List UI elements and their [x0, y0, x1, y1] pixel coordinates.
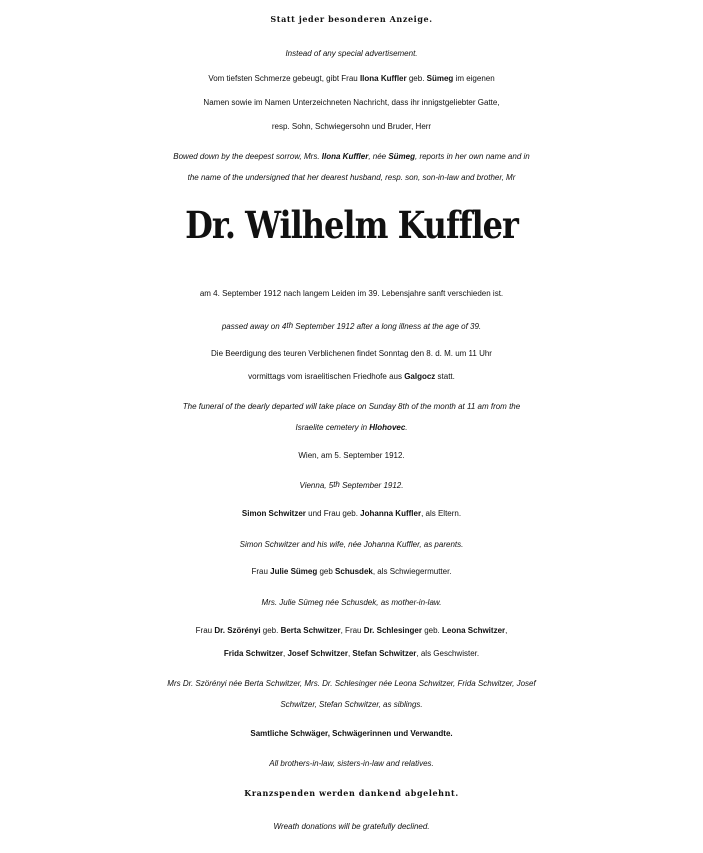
- ordinal-suffix: th: [286, 321, 294, 330]
- funeral-german-line-1: Die Beerdigung des teuren Verblichenen findet Sonntag den 8. d. M. um 11 Uhr: [211, 349, 492, 358]
- text-span: statt.: [435, 372, 455, 381]
- text-span: geb.: [260, 626, 281, 635]
- mother-in-law-maiden-name: Schusdek: [335, 567, 373, 576]
- sibling-name: Frida Schwitzer: [223, 649, 284, 658]
- place-date-german: Wien, am 5. September 1912.: [298, 451, 405, 460]
- text-span: Bowed down by the deepest sorrow, Mrs.: [173, 152, 322, 161]
- intro-german-line-2: Namen sowie im Namen Unterzeichneten Nachricht, dass ihr innigstgeliebter Gatte,: [203, 98, 500, 107]
- relatives-english: All brothers-in-law, sisters-in-law and relatives.: [269, 759, 434, 768]
- notice-heading-translation: Instead of any special advertisement.: [285, 49, 418, 58]
- sibling-name: Stefan Schwitzer: [352, 649, 417, 658]
- deceased-name: Dr. Wilhelm Kuffler: [185, 202, 518, 248]
- ordinal-suffix: th: [333, 480, 340, 489]
- text-span: September 1912 after a long illness at the age of 39.: [293, 322, 482, 331]
- text-span: ,: [283, 649, 288, 658]
- sibling-name: Leona Schwitzer: [442, 626, 506, 635]
- sibling-name: Berta Schwitzer: [280, 626, 341, 635]
- death-english: [0, 322, 703, 331]
- text-span: Israelite cemetery in: [295, 423, 370, 432]
- text-span: , reports in her own name and in: [415, 152, 530, 161]
- widow-maiden-name: Sümeg: [388, 152, 415, 161]
- intro-english-line-1: [0, 152, 703, 161]
- parents-english: Simon Schwitzer and his wife, née Johanna Kuffler, as parents.: [239, 540, 464, 549]
- widow-name: Ilona Kuffler: [359, 74, 407, 83]
- text-span: vormittags vom israelitischen Friedhofe aus: [248, 372, 405, 381]
- funeral-german-line-2: [0, 372, 703, 381]
- text-span: ,: [347, 649, 353, 658]
- sibling-name: Dr. Szörényi: [214, 626, 261, 635]
- text-span: Vienna, 5: [299, 481, 334, 490]
- siblings-english-line-2: Schwitzer, Stefan Schwitzer, as siblings.: [280, 700, 423, 709]
- relatives-german: Samtliche Schwäger, Schwägerinnen und Verwandte.: [250, 729, 453, 738]
- siblings-german-line-2: [0, 649, 703, 658]
- text-span: ,: [505, 626, 508, 635]
- mother-name: Johanna Kuffler: [360, 509, 422, 518]
- text-span: Frau: [195, 626, 215, 635]
- closing-german: Kranzspenden werden dankend abgelehnt.: [244, 788, 459, 798]
- siblings-german-line-1: [0, 626, 703, 635]
- text-span: Vom tiefsten Schmerze gebeugt, gibt Frau: [208, 74, 360, 83]
- sibling-name: Dr. Schlesinger: [363, 626, 422, 635]
- text-span: , als Geschwister.: [416, 649, 480, 658]
- text-span: , Frau: [340, 626, 364, 635]
- text-span: , als Schwiegermutter.: [372, 567, 452, 576]
- mother-in-law-name: Julie Sümeg: [270, 567, 318, 576]
- funeral-english-line-2: [0, 423, 703, 432]
- siblings-english-line-1: Mrs Dr. Szörényi née Berta Schwitzer, Mrs. Dr. Schlesinger née Leona Schwitzer, Frida Schwitzer, Josef: [167, 679, 536, 688]
- text-span: Frau: [251, 567, 271, 576]
- widow-maiden-name: Sümeg: [426, 74, 454, 83]
- text-span: geb: [317, 567, 336, 576]
- text-span: , als Eltern.: [421, 509, 462, 518]
- text-span: und Frau geb.: [305, 509, 361, 518]
- mother-in-law-english: Mrs. Julie Sümeg née Schusdek, as mother-in-law.: [261, 598, 442, 607]
- text-span: , née: [368, 152, 389, 161]
- father-name: Simon Schwitzer: [241, 509, 306, 518]
- text-span: geb.: [406, 74, 427, 83]
- funeral-place: Galgocz: [404, 372, 436, 381]
- parents-german: [0, 509, 703, 518]
- widow-name: Ilona Kuffler: [321, 152, 369, 161]
- death-german: am 4. September 1912 nach langem Leiden im 39. Lebensjahre sanft verschieden ist.: [199, 289, 504, 298]
- notice-heading: Statt jeder besonderen Anzeige.: [270, 14, 433, 24]
- place-date-english: [0, 481, 703, 490]
- mother-in-law-german: [0, 567, 703, 576]
- text-span: geb.: [421, 626, 442, 635]
- intro-german-line-1: [0, 74, 703, 83]
- text-span: im eigenen: [453, 74, 495, 83]
- closing-english: Wreath donations will be gratefully declined.: [273, 822, 430, 831]
- text-span: September 1912.: [339, 481, 404, 490]
- text-span: passed away on 4: [221, 322, 287, 331]
- intro-german-line-3: resp. Sohn, Schwiegersohn und Bruder, Herr: [271, 122, 432, 131]
- funeral-place: Hlohovec: [369, 423, 406, 432]
- text-span: .: [405, 423, 408, 432]
- funeral-english-line-1: The funeral of the dearly departed will take place on Sunday 8th of the month at 11 am from the: [182, 402, 521, 411]
- sibling-name: Josef Schwitzer: [287, 649, 348, 658]
- intro-english-line-2: the name of the undersigned that her dearest husband, resp. son, son-in-law and brother, Mr: [187, 173, 516, 182]
